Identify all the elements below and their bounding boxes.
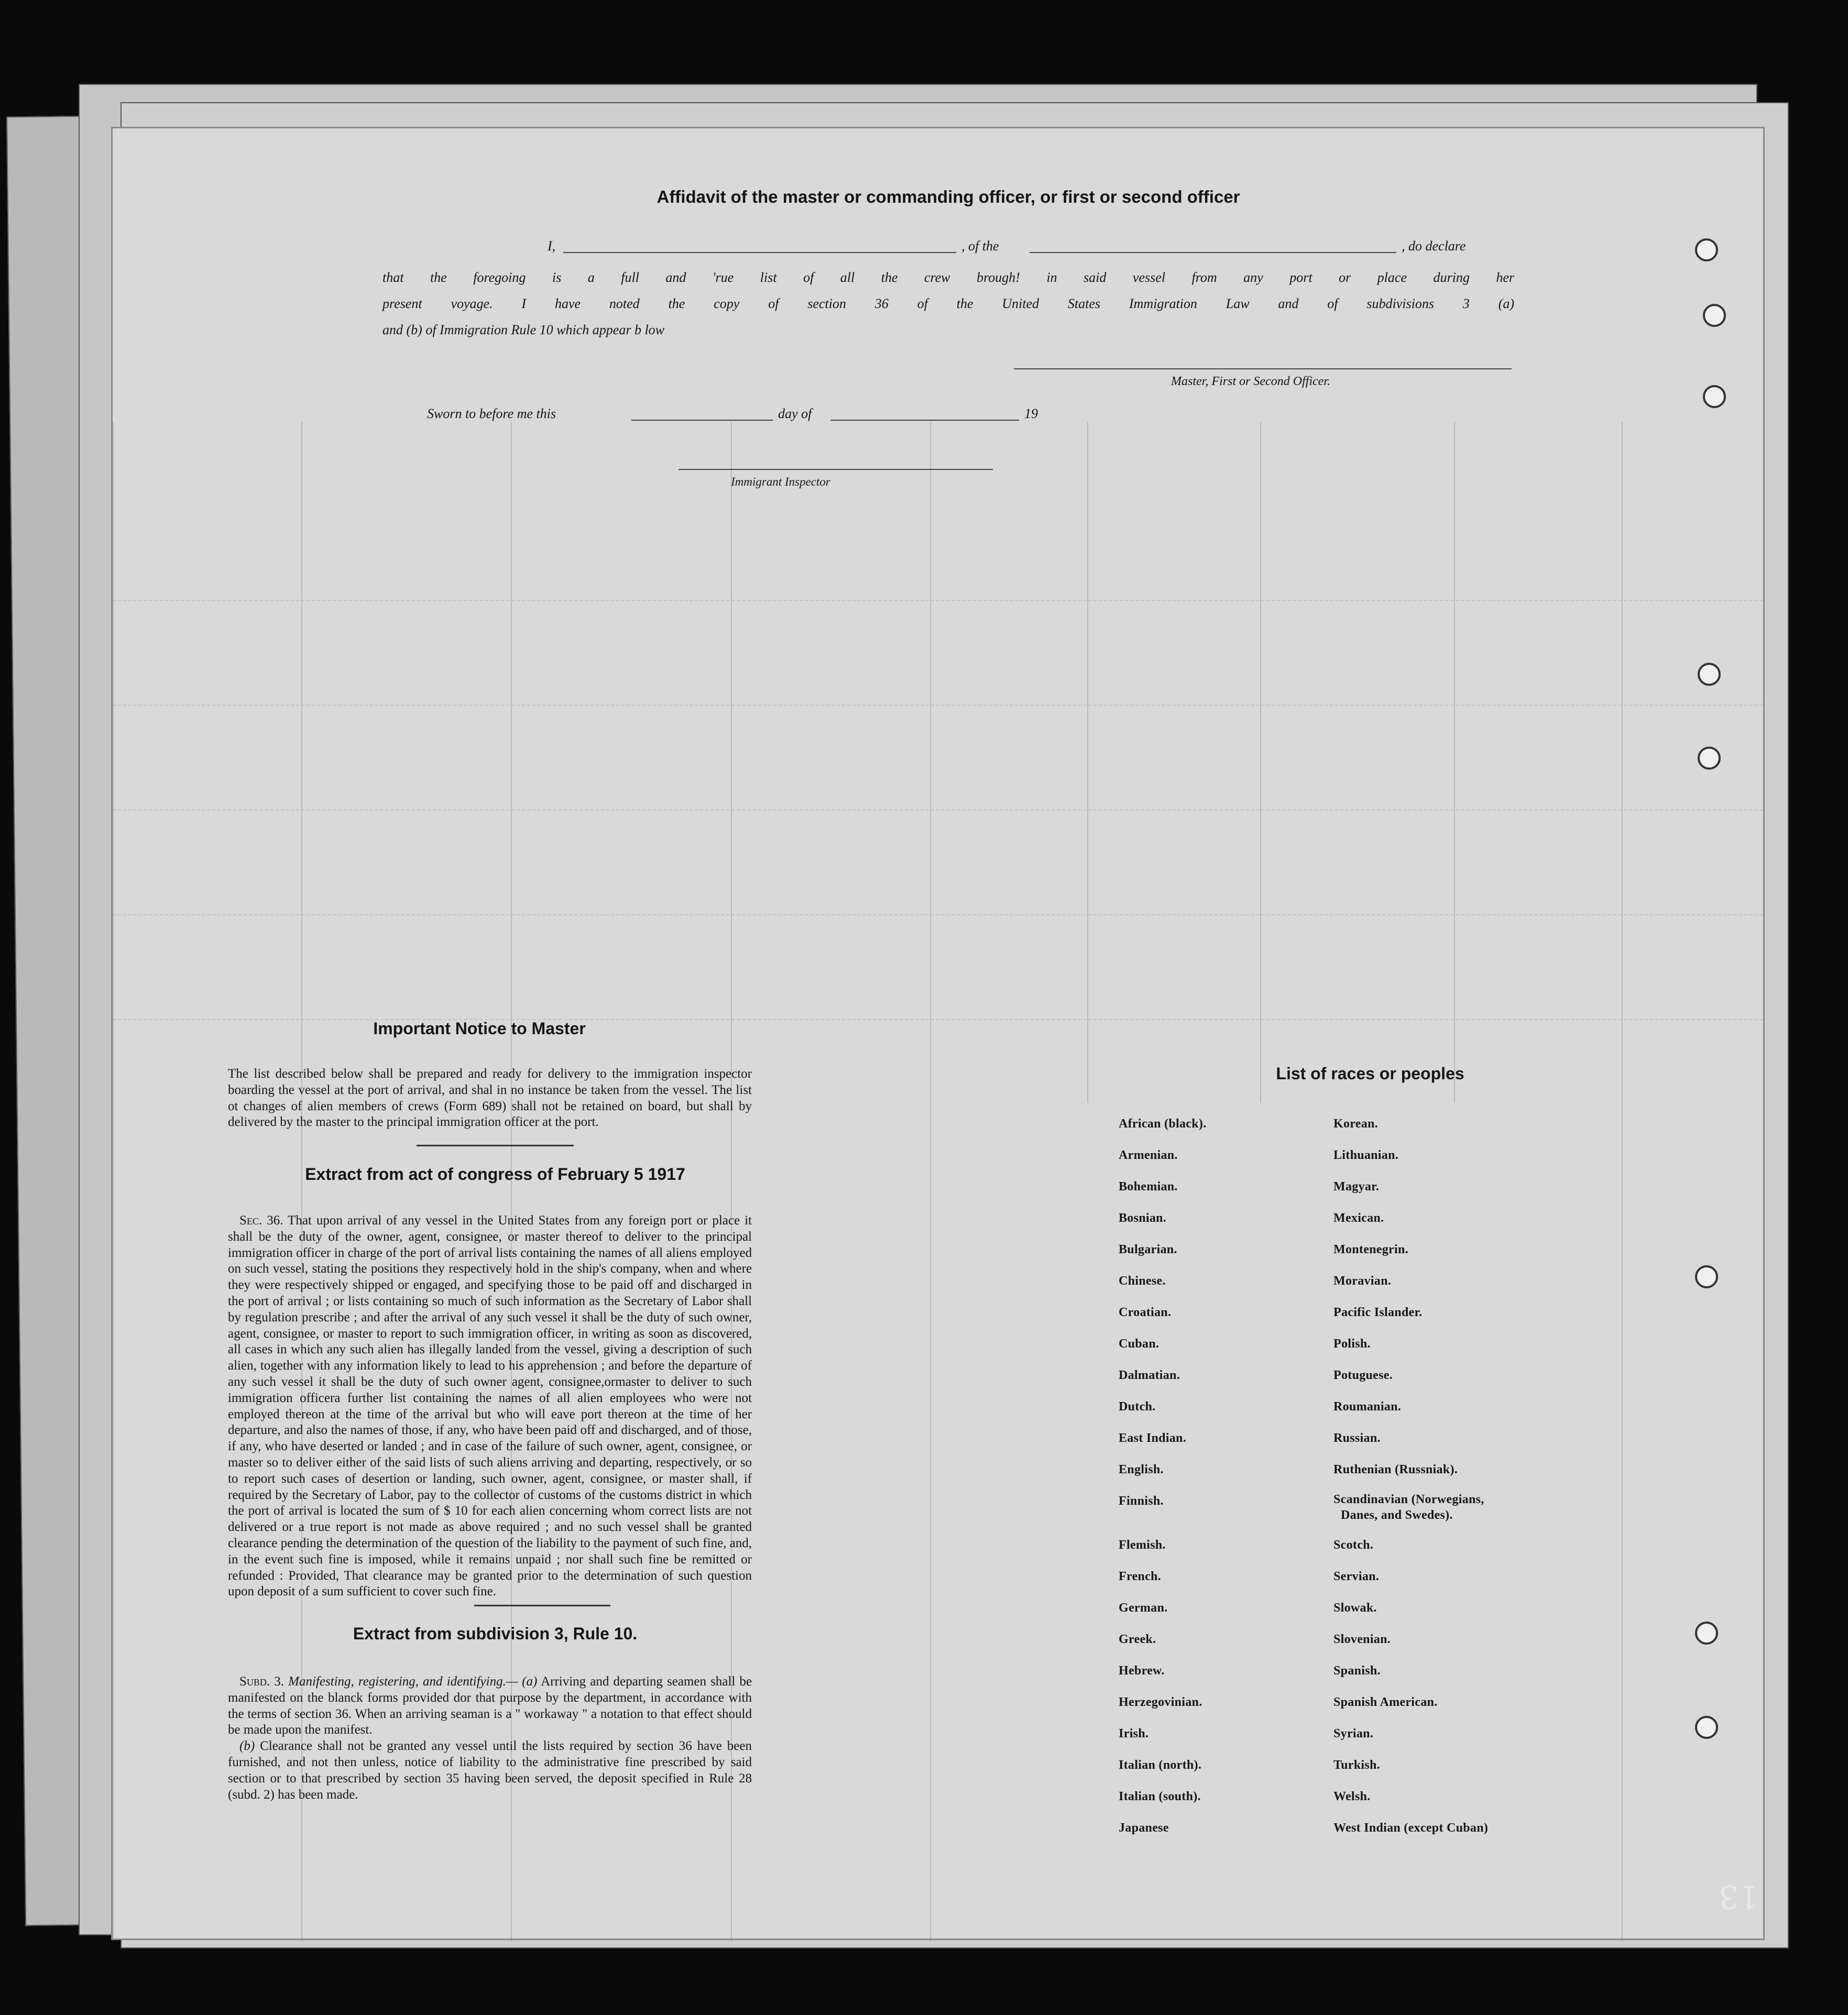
punch-hole (1695, 1265, 1718, 1288)
notice-divider (417, 1145, 574, 1146)
race-item: Potuguese. (1333, 1368, 1393, 1382)
race-item: Spanish American. (1333, 1695, 1438, 1709)
page-number: 13 (1719, 1878, 1759, 1915)
inspector-label: Immigrant Inspector (731, 475, 830, 488)
race-item: Greek. (1119, 1633, 1156, 1646)
race-item: Spanish. (1333, 1664, 1381, 1678)
race-item-continuation: Danes, and Swedes). (1341, 1508, 1453, 1522)
punch-hole (1698, 747, 1721, 770)
do-declare-label: , do declare (1402, 238, 1466, 254)
act-divider (474, 1605, 610, 1606)
punch-hole (1695, 1622, 1718, 1645)
notice-title: Important Notice to Master (373, 1019, 586, 1038)
race-item: East Indian. (1119, 1431, 1186, 1445)
name-blank (563, 252, 956, 253)
race-item: Flemish. (1119, 1538, 1166, 1552)
race-item: German. (1119, 1601, 1168, 1615)
affidavit-line-3: present voyage. I have noted the copy of section 36 of the United States Immigration Law and of subdivisions 3 (a) (382, 296, 1514, 311)
race-item: Korean. (1333, 1117, 1378, 1131)
race-item: Slowak. (1333, 1601, 1377, 1615)
extract-rule-title: Extract from subdivision 3, Rule 10. (353, 1624, 638, 1643)
signature-label: Master, First or Second Officer. (1171, 375, 1330, 388)
race-item: Montenegrin. (1333, 1243, 1408, 1256)
section-36-text: That upon arrival of any vessel in the United States from any foreign port or place it shall be the duty of the owner, agent, consignee, or master thereof to deliver to the principal immigration officer in charge of the port of arrival lists containing the names of all aliens employed on such vessel, stating the positions they respectively hold in the ship's company, when and where they were respectively shipped or engaged, and specifying those to be paid off and discharged in the port of arrival ; or lists containing so much of such information as the Secretary of Labor shall by regulation prescribe ; and after the arrival of any such vessel it shall be the duty of such owner, agent, consignee, or master to report to such immigration officer, in writing as soon as discovered, all cases in which any such alien has illegally landed from the vessel, giving a description of such alien, together with any information likely to lead to his apprehension ; and before the departure of any such vessel it shall be the duty of such owner agent, consignee,ormaster to deliver to such immigration officera further list containing the names of all alien employees who were not employed thereon at the time of the arrival but who will eave port thereon at the time of her departure, and also the names of those, if any, who have been paid off and discharged, and of those, if any, who have deserted or landed ; and in case of the failure of such owner, agent, consignee, or master so to deliver either of the said lists of such aliens arriving and departing, respectively, or so to report such cases of desertion or landing, such owner, agent, consignee, or master shall, if required by the Secretary of Labor, pay to the collector of customs of the customs district in which the port of arrival is located the sum of $ 10 for each alien concerning whom correct lists are not delivered or a true report is not made as above required ; and no such vessel shall be granted clearance pending the determination of the question of the liability to the payment of such fine, and, in the event such fine is imposed, while it remains unpaid ; nor shall such fine be remitted or refunded : Provided, That clearance may be granted prior to the determination of such question upon deposit of a sum sufficient to cover such fine. (228, 1213, 752, 1599)
races-title: List of races or peoples (1276, 1064, 1464, 1083)
race-item: Magyar. (1333, 1180, 1380, 1193)
race-item: Moravian. (1333, 1274, 1392, 1288)
race-item: Russian. (1333, 1431, 1381, 1445)
sworn-year-label: 19 (1024, 406, 1038, 421)
race-item: Armenian. (1119, 1148, 1178, 1162)
race-item: Bohemian. (1119, 1180, 1178, 1193)
sworn-month-blank (830, 420, 1019, 421)
race-item: Roumanian. (1333, 1400, 1402, 1414)
para-a-text: Arriving and departing seamen shall be manifested on the blanck forms provided dor that purpose by the department, in accordance with the terms of section 36. When an arriving seaman is a " workaway " a notation to that effect should be made upon the manifest. (228, 1674, 752, 1737)
race-item: Italian (south). (1119, 1790, 1201, 1803)
race-item: Finnish. (1119, 1494, 1164, 1508)
race-item: Chinese. (1119, 1274, 1166, 1288)
race-item: Polish. (1333, 1337, 1371, 1351)
race-item: Italian (north). (1119, 1758, 1202, 1772)
race-item: Bulgarian. (1119, 1243, 1177, 1256)
extract-act-body (228, 1213, 752, 1600)
race-item: Ruthenian (Russniak). (1333, 1463, 1458, 1476)
inspector-signature-line (679, 469, 993, 470)
sworn-prefix: Sworn to before me this (427, 406, 556, 421)
affidavit-line-2: that the foregoing is a full and 'rue list of all the crew brough! in said vessel from any port or place during her (382, 270, 1514, 285)
race-item: Lithuanian. (1333, 1148, 1399, 1162)
punch-hole (1695, 1716, 1718, 1739)
sworn-line (427, 406, 1187, 427)
ghost-column-line (1087, 422, 1088, 1103)
race-item: Turkish. (1333, 1758, 1380, 1772)
race-item: French. (1119, 1570, 1161, 1583)
race-item: Pacific Islander. (1333, 1306, 1423, 1319)
punch-hole (1698, 663, 1721, 686)
race-item: African (black). (1119, 1117, 1207, 1131)
notice-text: The list described below shall be prepared and ready for delivery to the immigration inspector boarding the vessel at the port of arrival, and shal in no instance be taken from the vessel. The list ot changes of alien members of crews (Form 689) shall not be retained on board, but shall by delivered by the master to the principal immigration officer at the port. (228, 1067, 752, 1130)
para-b-marker: (b) (239, 1739, 255, 1754)
sworn-day-blank (631, 420, 773, 421)
race-item: Welsh. (1333, 1790, 1371, 1803)
ghost-column-line (930, 422, 931, 1941)
affidavit-i-label: I, (548, 238, 556, 254)
document-page (113, 128, 1763, 1939)
ghost-row-line (113, 705, 1763, 706)
para-a-marker: — (a) (506, 1674, 538, 1689)
race-item: Slovenian. (1333, 1633, 1391, 1646)
race-item: Dalmatian. (1119, 1368, 1180, 1382)
race-item: English. (1119, 1463, 1164, 1476)
para-b-text: Clearance shall not be granted any vessel until the lists required by section 36 have been furnished, and not then unless, notice of liability to the administrative fine prescribed by said section or to that prescribed by section 35 having been served, the deposit specified in Rule 28 (subd. 2) has been made. (228, 1739, 752, 1802)
race-item: Herzegovinian. (1119, 1695, 1202, 1709)
affidavit-line-4: and (b) of Immigration Rule 10 which appear b low (382, 322, 665, 337)
signature-line (1014, 368, 1512, 369)
race-item: Dutch. (1119, 1400, 1156, 1414)
subd-heading: Manifesting, registering, and identifying. (288, 1674, 506, 1689)
ghost-row-line (113, 809, 1763, 811)
race-item: Japanese (1119, 1821, 1169, 1835)
punch-hole (1695, 238, 1718, 261)
race-item: Mexican. (1333, 1211, 1384, 1225)
race-item: Scandinavian (Norwegians, (1333, 1493, 1484, 1506)
race-item: Hebrew. (1119, 1664, 1165, 1678)
subd-label: Subd. 3. (239, 1674, 285, 1689)
race-item: Croatian. (1119, 1306, 1172, 1319)
section-label: Sec. 36. (239, 1213, 283, 1228)
punch-hole (1703, 385, 1726, 408)
races-right-column (1333, 1108, 1648, 1844)
vessel-blank (1030, 252, 1396, 253)
race-item-scandinavian (1333, 1485, 1648, 1529)
affidavit-line-1 (432, 238, 1517, 259)
race-item: West Indian (except Cuban) (1333, 1821, 1489, 1835)
extract-act-title: Extract from act of congress of February 5 1917 (305, 1165, 685, 1184)
ghost-column-line (113, 422, 114, 1941)
races-left-column (1119, 1108, 1307, 1844)
ghost-column-line (1260, 422, 1261, 1103)
race-item: Syrian. (1333, 1727, 1374, 1740)
of-the-label: , of the (961, 238, 999, 254)
race-item: Cuban. (1119, 1337, 1160, 1351)
extract-rule-body (228, 1674, 752, 1803)
race-item: Scotch. (1333, 1538, 1374, 1552)
punch-hole (1703, 304, 1726, 327)
race-item: Irish. (1119, 1727, 1149, 1740)
sworn-day-label: day of (778, 406, 812, 421)
ghost-row-line (113, 914, 1763, 915)
affidavit-title: Affidavit of the master or commanding officer, or first or second officer (657, 187, 1240, 206)
race-item: Bosnian. (1119, 1211, 1167, 1225)
ghost-column-line (1454, 422, 1455, 1103)
ghost-row-line (113, 600, 1763, 601)
race-item: Servian. (1333, 1570, 1380, 1583)
